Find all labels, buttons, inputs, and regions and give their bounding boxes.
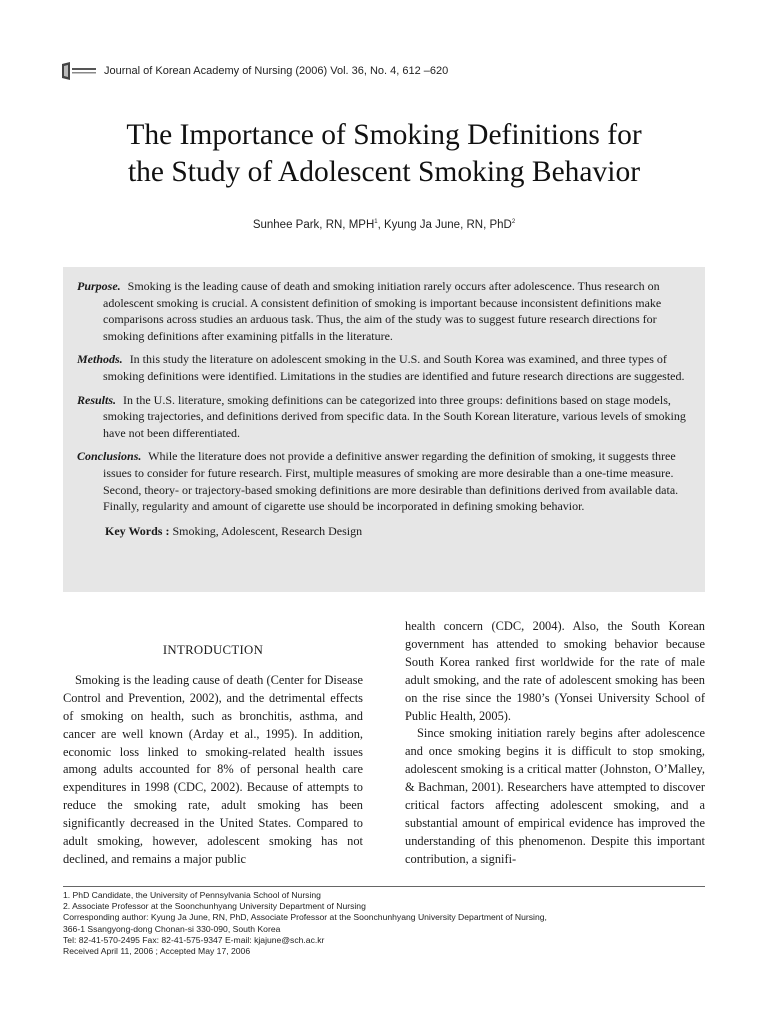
author-address: 366-1 Ssangyong-dong Chonan-si 330-090, South Korea [63, 923, 281, 934]
journal-logo-icon [62, 62, 98, 80]
section-heading-introduction: INTRODUCTION [162, 643, 264, 657]
author-1: Sunhee Park, RN, MPH [252, 219, 375, 231]
journal-header [62, 62, 448, 80]
conclusions-label: Conclusions. [77, 449, 142, 464]
abstract-purpose [77, 278, 691, 344]
body-column-right [405, 618, 705, 869]
abstract-conclusions [77, 448, 691, 514]
conclusions-text: While the literature does not provide a definitive answer regarding the definition of smoking, it suggests three issues to consider for future research. First, multiple measures of smoking are more desirable than a one-time measure. Second, theory- or trajectory-based smoking definitions are more desirable than definitions derived from available data. Finally, regularity and amount of cigarette use should be incorporated in defining smoking behavior. [103, 449, 679, 514]
title-line-1: The Importance of Smoking Definitions for [126, 119, 642, 151]
results-text: In the U.S. literature, smoking definitions can be categorized into three groups: definitions based on stage models, smoking trajectories, and definitions derived from specific data. In the South Korean literature, various levels of smoking have not been differentiated. [103, 392, 686, 440]
footnote-1: 1. PhD Candidate, the University of Pennsylvania School of Nursing [63, 890, 321, 900]
corresponding-author: Corresponding author: Kyung Ja June, RN, PhD, Associate Professor at the Soonchunhyang University Department of Nursing, [63, 912, 547, 923]
footnote-2: 2. Associate Professor at the Soonchunhyang University Department of Nursing [63, 901, 366, 912]
methods-text: In this study the literature on adolescent smoking in the U.S. and South Korea was examined, and three types of smoking definitions were identified. Limitations in the studies are identified and future research directions are suggested. [103, 352, 685, 383]
keywords-label: Key Words : [105, 523, 170, 538]
author-2: Kyung Ja June, RN, PhD [383, 219, 512, 231]
footnotes [63, 890, 723, 957]
author-contact: Tel: 82-41-570-2495 Fax: 82-41-575-9347 E-mail: kjajune@sch.ac.kr [63, 934, 325, 945]
abstract-keywords [77, 523, 691, 540]
page-title [40, 117, 728, 191]
keywords-text: Smoking, Adolescent, Research Design [172, 523, 363, 538]
abstract-methods [77, 351, 691, 384]
author-2-affiliation: 2 [511, 219, 516, 226]
footnote-divider [63, 886, 705, 887]
author-1-affiliation: 1 [374, 219, 378, 226]
purpose-text: Smoking is the leading cause of death and smoking initiation rarely occurs after adolescence. Thus research on adolescent smoking is crucial. A consistent definition of smoking is important because inconsistent definitions make comparisons across studies an arduous task. Thus, the aim of the study was to suggest future research directions for smoking definitions after examining pitfalls in the literature. [103, 279, 662, 343]
abstract-box [63, 267, 705, 592]
received-dates: Received April 11, 2006 ; Accepted May 17, 2006 [63, 946, 251, 957]
purpose-label: Purpose. [77, 279, 121, 293]
body-paragraph: Since smoking initiation rarely begins after adolescence and once smoking begins it is difficult to stop smoking, adolescent smoking is a critical matter (Johnston, O’Malley, & Bachman, 2001). Researchers have attempted to discover critical factors affecting adolescent smoking, and a substantial amount of empirical evidence has improved the understanding of this phenomenon. Despite this important contribution, a signifi- [405, 726, 705, 866]
methods-label: Methods. [77, 352, 123, 367]
results-label: Results. [77, 392, 117, 407]
body-paragraph: Smoking is the leading cause of death (Center for Disease Control and Prevention, 2002), and the detrimental effects of smoking on health, such as bronchitis, asthma, and cancer are well known (Arday et al., 1995). In addition, economic loss linked to smoking-related health issues among adults accounted for 8% of personal health care expenditures in 1998 (CDC, 2002). Because of attempts to reduce the smoking rate, adult smoking has been significantly decreased in the United States. Compared to adult smoking, however, adolescent smoking has not declined, and remains a major public [63, 672, 363, 866]
abstract-results [77, 392, 691, 442]
author-list [0, 219, 768, 231]
title-line-2: the Study of Adolescent Smoking Behavior [127, 156, 641, 188]
body-paragraph: health concern (CDC, 2004). Also, the South Korean government has attended to smoking behavior because South Korea ranked first worldwide for the rate of male adult smoking, and the rate of adolescent smoking has been on the rise since the 1980’s (Yonsei University School of Public Health, 2005). [405, 619, 705, 723]
author-separator: , [377, 219, 384, 231]
journal-citation: Journal of Korean Academy of Nursing (2006) Vol. 36, No. 4, 612 –620 [104, 65, 449, 77]
body-column-left [63, 618, 363, 869]
